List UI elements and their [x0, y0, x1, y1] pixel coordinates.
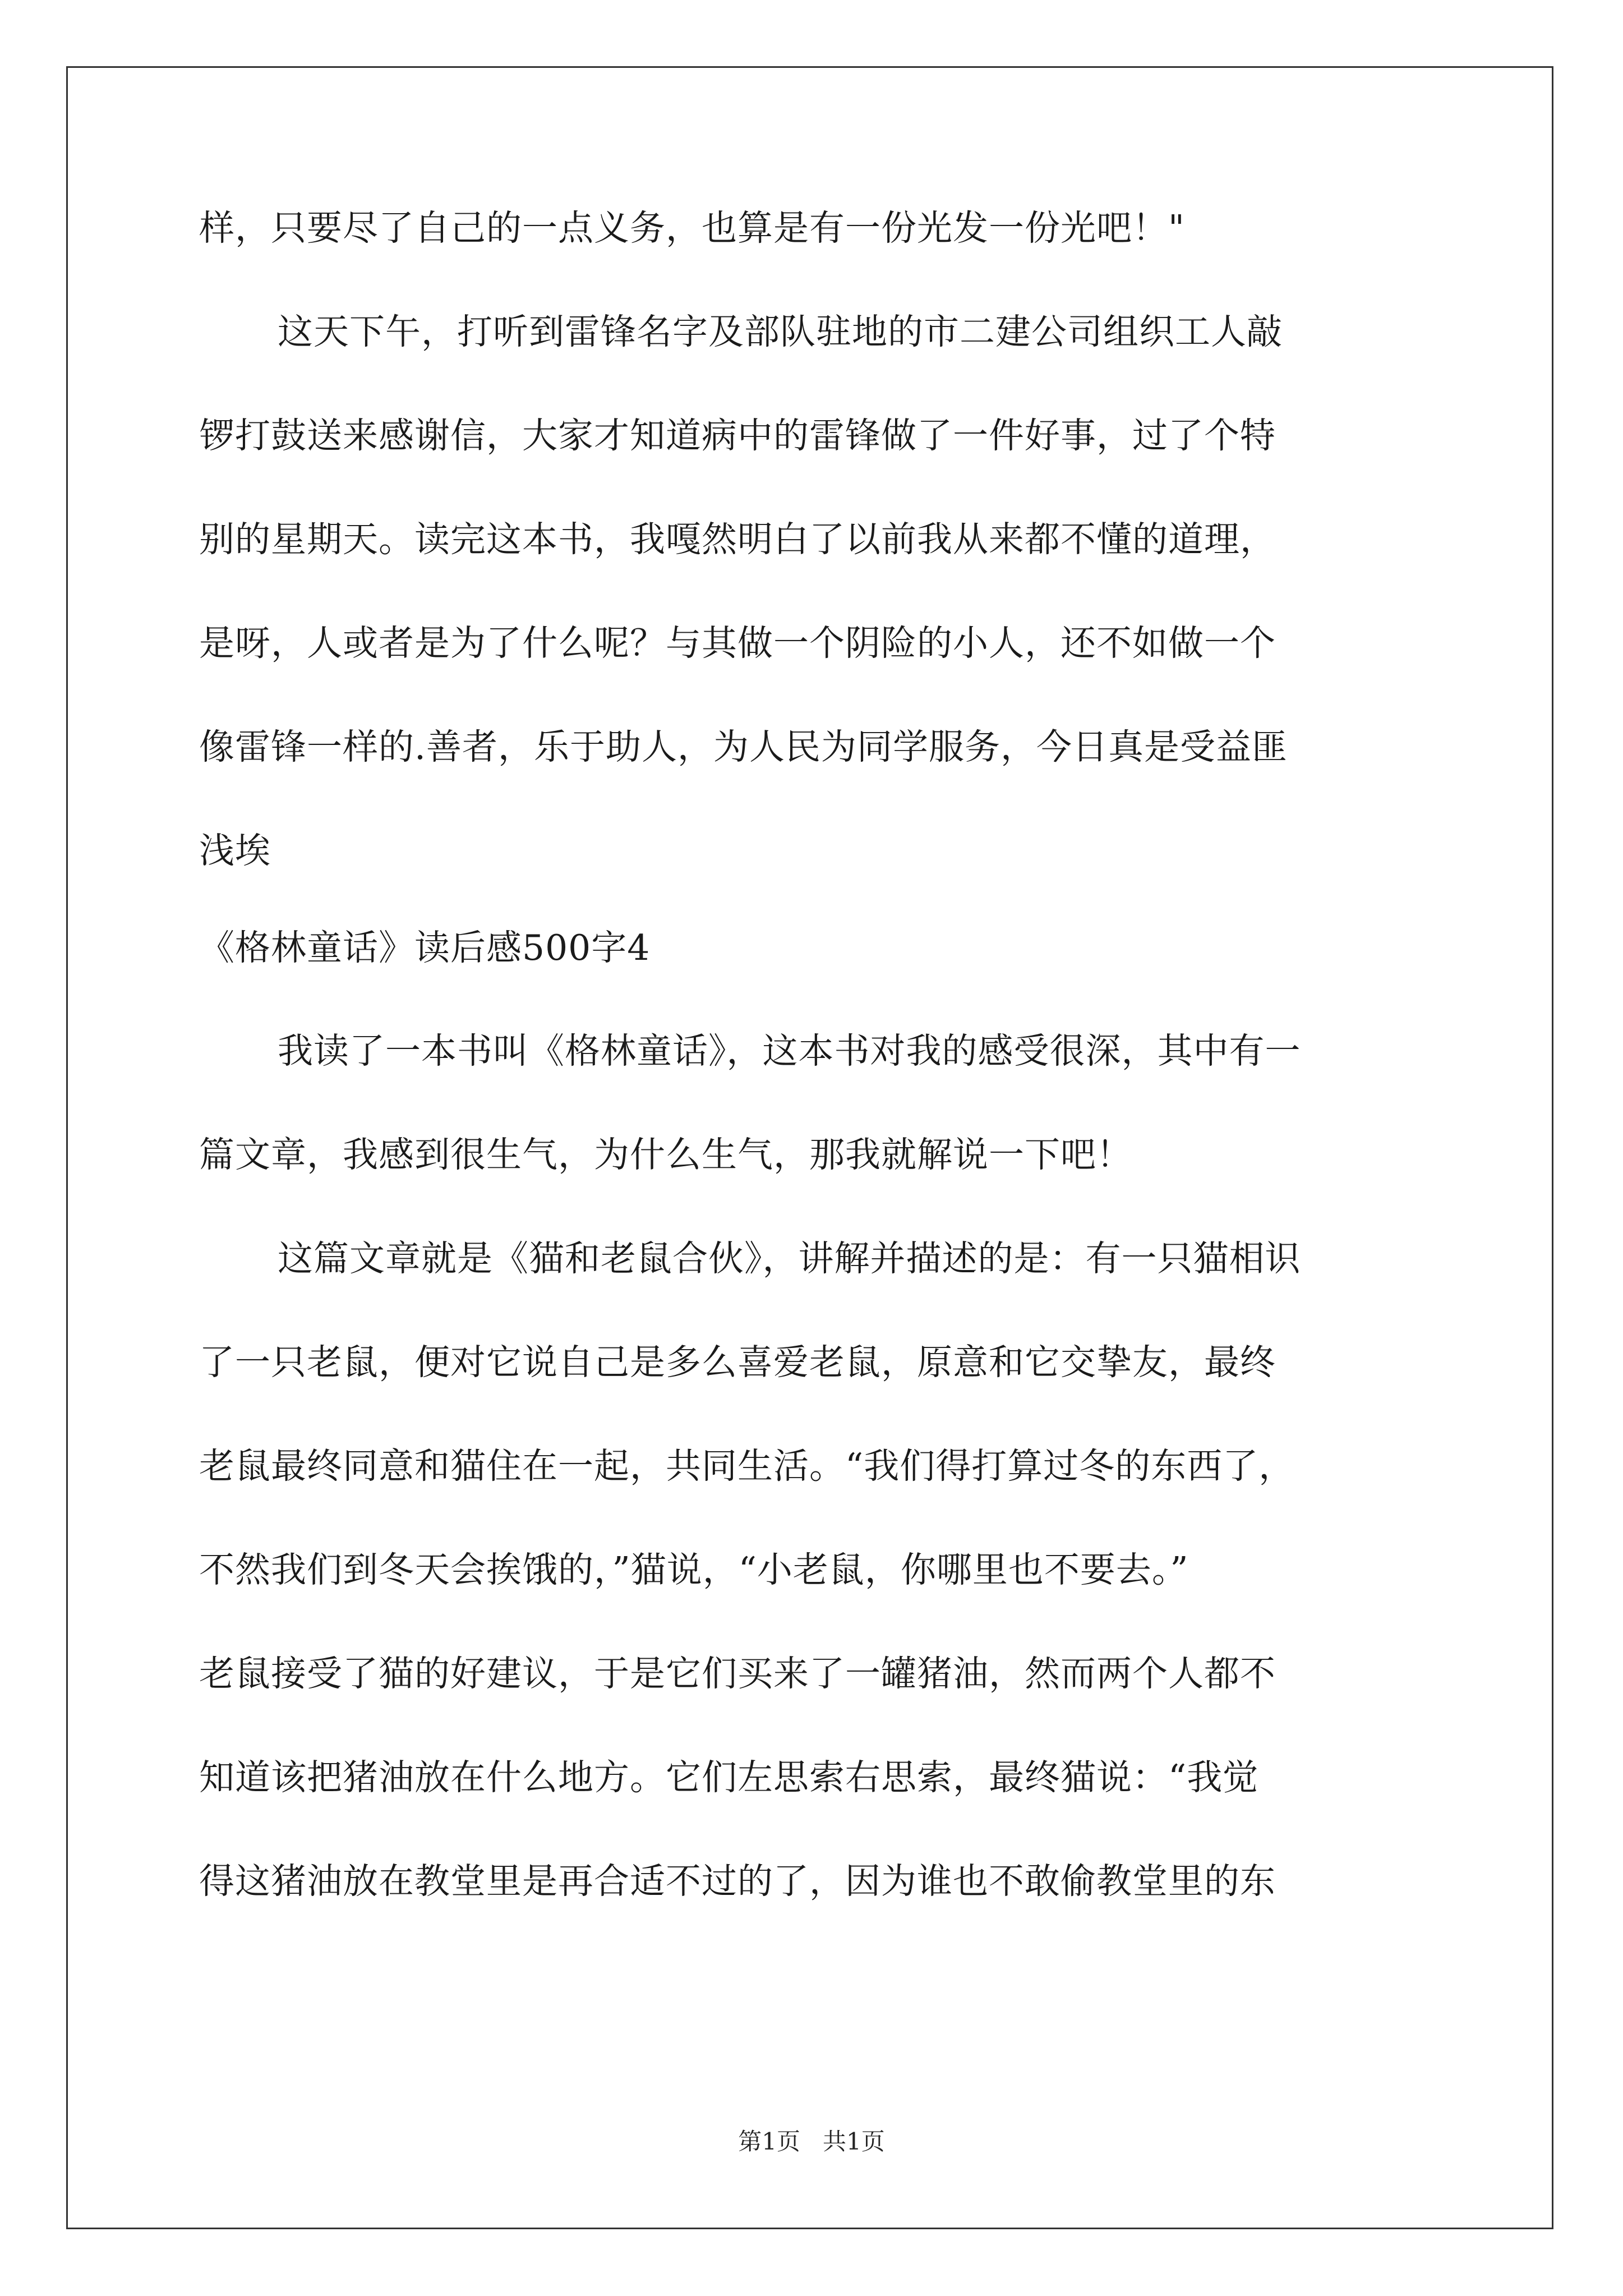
paragraph-line: 老鼠接受了猫的好建议，于是它们买来了一罐猪油，然而两个人都不	[199, 1653, 1276, 1694]
paragraph-line: 这天下午，打听到雷锋名字及部队驻地的市二建公司组织工人敲	[278, 311, 1283, 352]
page-footer	[0, 2125, 1623, 2159]
paragraph-line: 是呀，人或者是为了什么呢？与其做一个阴险的小人，还不如做一个	[199, 623, 1276, 664]
paragraph-line: 不然我们到冬天会挨饿的，”猫说，“小老鼠，你哪里也不要去。”	[199, 1549, 1189, 1590]
paragraph-line: 别的星期天。读完这本书，我嘎然明白了以前我从来都不懂的道理，	[199, 519, 1276, 560]
paragraph-line: 得这猪油放在教堂里是再合适不过的了，因为谁也不敢偷教堂里的东	[199, 1861, 1276, 1902]
section-heading: 《格林童话》读后感500字4	[199, 927, 651, 968]
page-total: 共1页	[823, 2128, 885, 2155]
paragraph-line: 样，只要尽了自己的一点义务，也算是有一份光发一份光吧！"	[199, 208, 1185, 249]
paragraph-line: 篇文章，我感到很生气，为什么生气，那我就解说一下吧！	[199, 1134, 1132, 1175]
paragraph-line: 知道该把猪油放在什么地方。它们左思索右思索，最终猫说：“我觉	[199, 1757, 1259, 1798]
paragraph-line: 这篇文章就是《猫和老鼠合伙》，讲解并描述的是：有一只猫相识	[278, 1238, 1301, 1279]
paragraph-line: 像雷锋一样的.善者，乐于助人，为人民为同学服务，今日真是受益匪	[199, 726, 1288, 767]
paragraph-line: 老鼠最终同意和猫住在一起，共同生活。“我们得打算过冬的东西了，	[199, 1446, 1295, 1487]
paragraph-line: 浅埃	[199, 830, 271, 871]
paragraph-line: 了一只老鼠，便对它说自己是多么喜爱老鼠，原意和它交挚友，最终	[199, 1342, 1276, 1383]
paragraph-line: 锣打鼓送来感谢信，大家才知道病中的雷锋做了一件好事，过了个特	[199, 415, 1276, 456]
page-number: 第1页	[738, 2128, 800, 2155]
paragraph-line: 我读了一本书叫《格林童话》，这本书对我的感受很深，其中有一	[278, 1030, 1301, 1071]
